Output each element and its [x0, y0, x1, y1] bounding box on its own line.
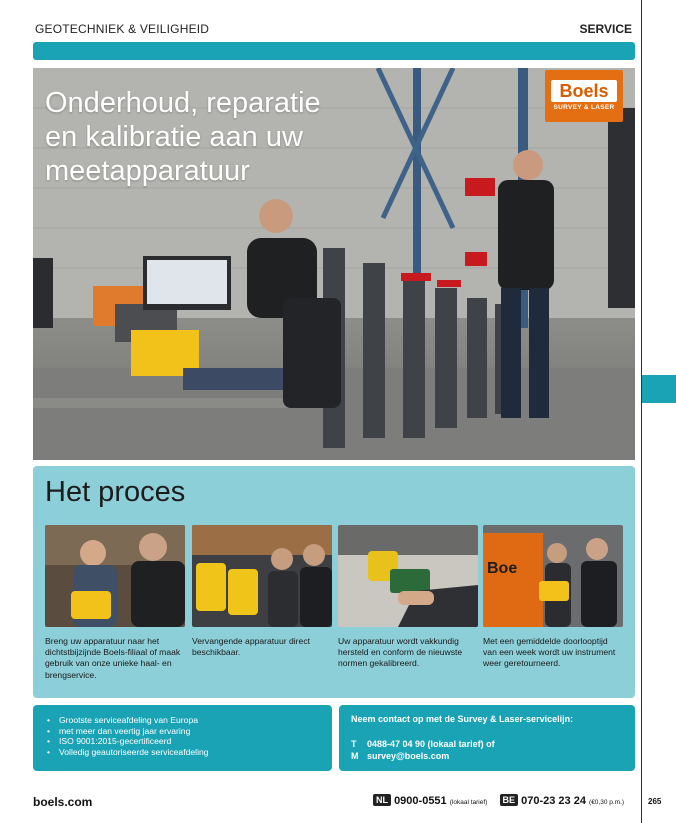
hero-title: Onderhoud, reparatie en kalibratie aan uw meetapparatuur: [45, 87, 321, 187]
website-link[interactable]: boels.com: [33, 795, 93, 809]
process-step-2: [192, 525, 332, 658]
feature-item: • Volledig geautoriseerde serviceafdeling: [47, 747, 332, 758]
feature-list: [47, 715, 332, 757]
step-4-photo: [483, 525, 623, 627]
logo-subtitle: SURVEY & LASER: [553, 104, 615, 111]
contact-box: [339, 705, 635, 771]
step-3-photo: [338, 525, 478, 627]
step-1-photo: [45, 525, 185, 627]
feature-item: • met meer dan veertig jaar ervaring: [47, 726, 332, 737]
contact-phone[interactable]: 0488-47 04 90 (lokaal tarief) of: [367, 739, 495, 749]
be-rate-note: (€0,30 p.m.): [589, 799, 625, 806]
contact-phone-row: [351, 738, 635, 750]
process-step-3: [338, 525, 478, 670]
feature-list-box: [33, 705, 332, 771]
footer-phones: [373, 794, 624, 807]
contact-heading: Neem contact op met de Survey & Laser-servicelijn:: [351, 714, 574, 724]
nl-flag-badge: NL: [373, 794, 391, 806]
mail-key: M: [351, 751, 359, 761]
contact-email-link[interactable]: survey@boels.com: [367, 751, 450, 761]
process-title: Het proces: [45, 476, 186, 508]
nl-rate-note: (lokaal tarief): [449, 799, 488, 806]
header-bar: [33, 42, 635, 60]
feature-item: • ISO 9001:2015-gecertificeerd: [47, 736, 332, 747]
logo-brand: Boels: [551, 80, 617, 102]
feature-item: • Grootste serviceafdeling van Europa: [47, 715, 332, 726]
svg-text:Boe: Boe: [487, 560, 518, 577]
boels-logo: [545, 70, 623, 122]
page-edge-line: [641, 0, 642, 823]
section-title: GEOTECHNIEK & VEILIGHEID: [35, 22, 210, 36]
be-flag-badge: BE: [500, 794, 519, 806]
chapter-tab: [642, 375, 676, 403]
step-4-text: Met een gemiddelde doorlooptijd van een week wordt uw instrument weer geretourneerd.: [483, 636, 616, 669]
hero-photo: [33, 68, 635, 460]
nl-phone[interactable]: 0900-0551: [394, 795, 447, 807]
step-1-text: Breng uw apparatuur naar het dichtstbijzijnde Boels-filiaal of maak gebruik van onze unieke haal- en brengservice.: [45, 636, 181, 680]
step-3-text: Uw apparatuur wordt vakkundig hersteld en conform de nieuwste normen gekalibreerd.: [338, 636, 463, 669]
category-label: SERVICE: [579, 22, 632, 36]
step-2-text: Vervangende apparatuur direct beschikbaar.: [192, 636, 311, 658]
phone-key: T: [351, 739, 357, 749]
step-2-photo: [192, 525, 332, 627]
contact-mail-row: [351, 750, 635, 762]
be-phone[interactable]: 070-23 23 24: [521, 795, 586, 807]
process-section: [33, 466, 635, 698]
process-step-4: [483, 525, 623, 670]
process-step-1: [45, 525, 185, 681]
page-number: 265: [648, 797, 662, 806]
